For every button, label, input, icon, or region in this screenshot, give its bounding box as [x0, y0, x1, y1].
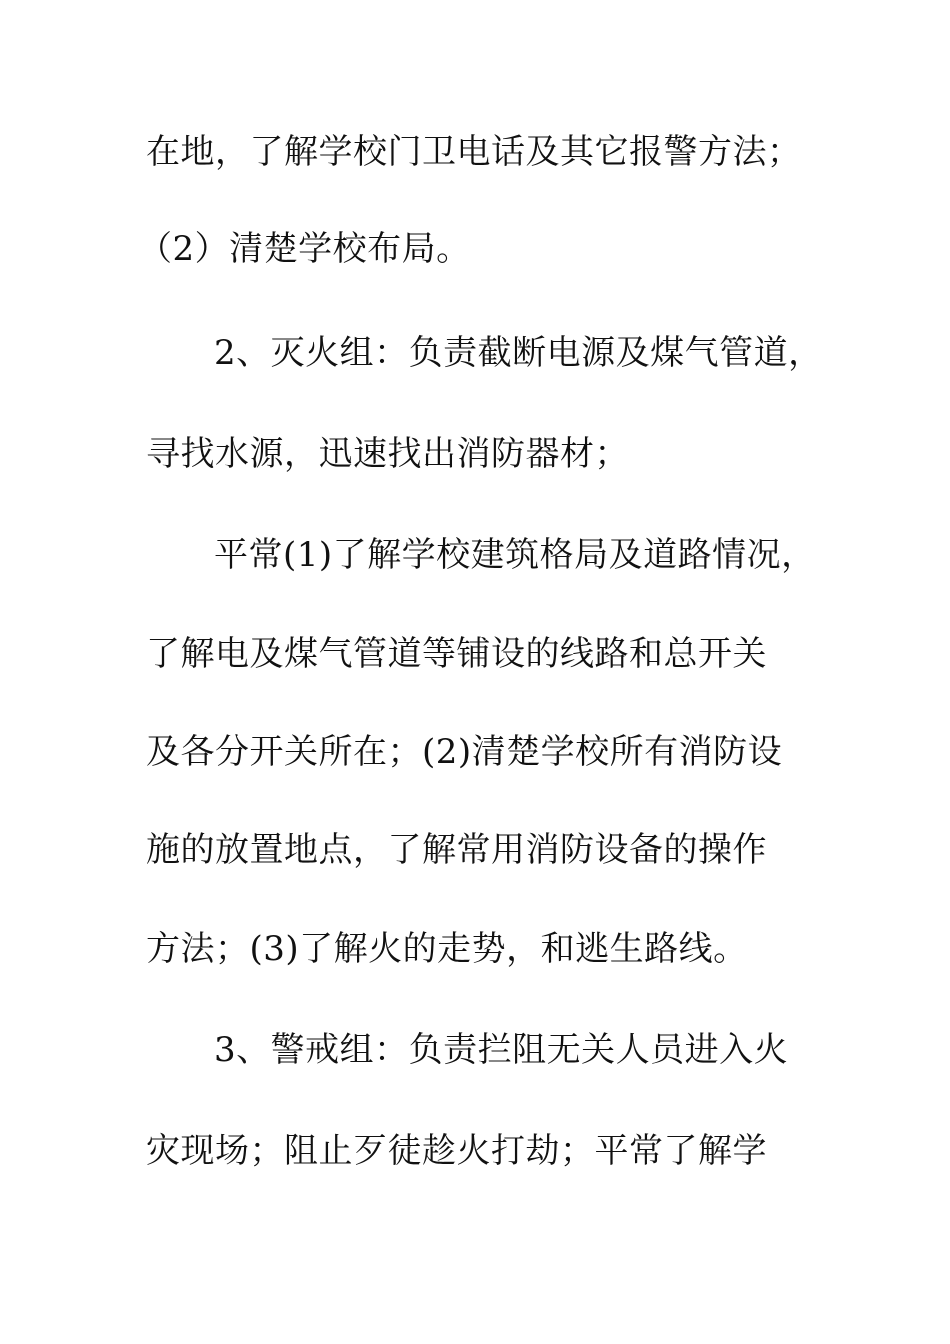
text-line: 施的放置地点，了解常用消防设备的操作 — [146, 830, 767, 870]
paragraph-start-line: 2、灭火组：负责截断电源及煤气管道， — [214, 333, 823, 373]
text-line: 寻找水源，迅速找出消防器材； — [146, 434, 629, 474]
text-line: （2）清楚学校布局。 — [138, 229, 471, 269]
text-line: 及各分开关所在；(2)清楚学校所有消防设 — [146, 732, 783, 772]
text-line: 方法；(3)了解火的走势，和逃生路线。 — [146, 929, 748, 969]
text-line: 了解电及煤气管道等铺设的线路和总开关 — [146, 634, 767, 674]
text-line: 在地，了解学校门卫电话及其它报警方法； — [146, 132, 802, 172]
paragraph-start-line: 平常(1)了解学校建筑格局及道路情况， — [214, 535, 816, 575]
paragraph-start-line: 3、警戒组：负责拦阻无关人员进入火 — [214, 1030, 789, 1070]
text-line: 灾现场；阻止歹徒趁火打劫；平常了解学 — [146, 1131, 767, 1171]
